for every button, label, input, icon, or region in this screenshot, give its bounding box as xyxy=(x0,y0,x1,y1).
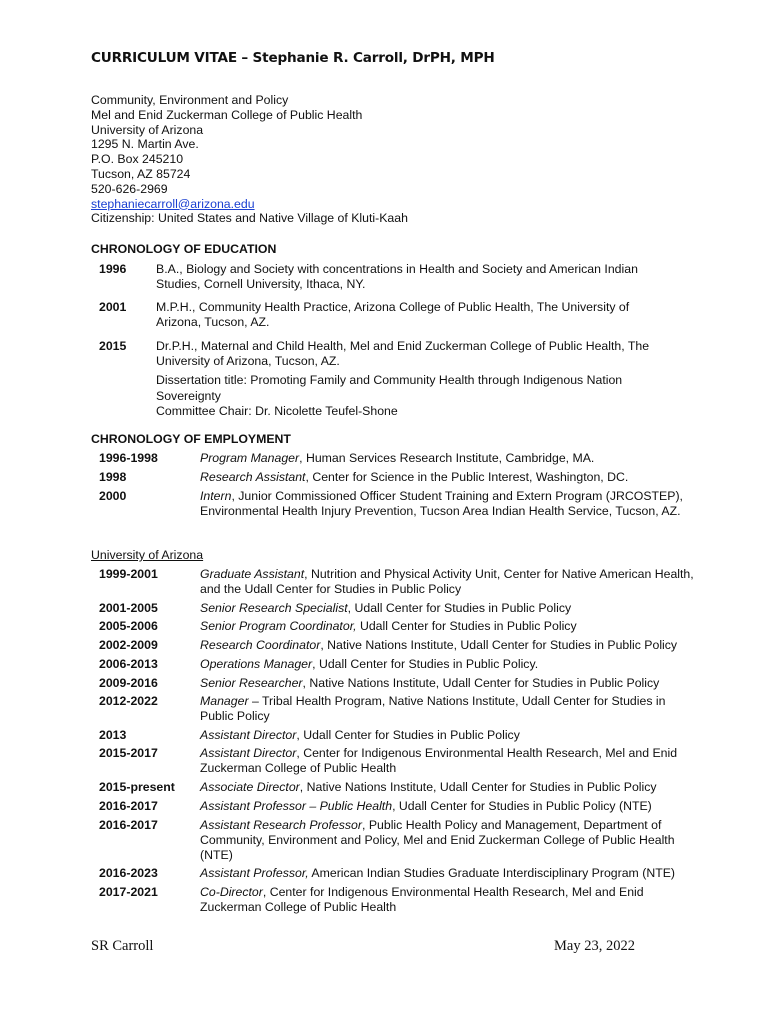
address-line: Tucson, AZ 85724 xyxy=(91,166,191,181)
job-title: Senior Program Coordinator, xyxy=(200,619,357,633)
education-text: B.A., Biology and Society with concentrations in Health and Society and American Indian Studies, Cornell University, Ithaca, NY. xyxy=(156,262,638,292)
job-title: Co-Director xyxy=(200,885,263,899)
job-detail: , Public Health Policy and Management, Department of Community, Environment and Policy, Mel and Enid Zuckerman College of Public Health (NTE) xyxy=(200,818,675,863)
job-title: Assistant Research Professor xyxy=(200,818,362,832)
job-detail: , Udall Center for Studies in Public Policy. xyxy=(312,657,539,671)
job-title: Manager xyxy=(200,694,249,708)
education-text: M.P.H., Community Health Practice, Arizona College of Public Health, The University of Arizona, Tucson, AZ. xyxy=(156,300,630,330)
job-title: Assistant Professor – Public Health xyxy=(200,799,393,813)
employment-years: 2000 xyxy=(99,489,127,503)
job-title: Senior Researcher xyxy=(200,676,303,690)
job-title: Program Manager xyxy=(200,451,300,465)
employment-years: 2001-2005 xyxy=(99,601,158,615)
job-detail: , Junior Commissioned Officer Student Training and Extern Program (JRCOSTEP), Environmental Health Injury Prevention, Tucson Area Indian Health Service, Tucson, AZ. xyxy=(200,489,683,519)
education-year: 1996 xyxy=(99,262,127,276)
job-title: Senior Research Specialist xyxy=(200,601,348,615)
job-detail: , Native Nations Institute, Udall Center for Studies in Public Policy xyxy=(320,638,678,652)
employment-years: 2015-present xyxy=(99,780,175,794)
footer-author: SR Carroll xyxy=(91,938,154,954)
citizenship: Citizenship: United States and Native Village of Kluti-Kaah xyxy=(91,211,408,226)
job-title: Research Coordinator xyxy=(200,638,321,652)
job-detail: , Udall Center for Studies in Public Policy xyxy=(296,728,520,742)
job-detail: , Nutrition and Physical Activity Unit, Center for Native American Health, and the Udall Center for Studies in Public Policy xyxy=(200,567,694,597)
job-detail: American Indian Studies Graduate Interdisciplinary Program (NTE) xyxy=(308,866,676,880)
job-detail: , Native Nations Institute, Udall Center for Studies in Public Policy xyxy=(302,676,660,690)
employment-years: 2009-2016 xyxy=(99,676,158,690)
employment-years: 1998 xyxy=(99,470,127,484)
university-subheading: University of Arizona xyxy=(91,548,204,562)
employment-years: 2016-2017 xyxy=(99,818,158,832)
education-heading: CHRONOLOGY OF EDUCATION xyxy=(91,242,277,256)
education-year: 2015 xyxy=(99,339,127,353)
job-detail: – Tribal Health Program, Native Nations Institute, Udall Center for Studies in Public Policy xyxy=(200,694,666,724)
employment-years: 2006-2013 xyxy=(99,657,158,671)
job-detail: , Native Nations Institute, Udall Center for Studies in Public Policy xyxy=(299,780,657,794)
phone-number: 520-626-2969 xyxy=(91,181,168,196)
employment-years: 2013 xyxy=(99,728,127,742)
employment-years: 2016-2023 xyxy=(99,866,158,880)
address-line: Community, Environment and Policy xyxy=(91,93,289,107)
employment-years: 1999-2001 xyxy=(99,567,158,581)
email-link[interactable]: stephaniecarroll@arizona.edu xyxy=(91,196,255,211)
education-text: Dr.P.H., Maternal and Child Health, Mel and Enid Zuckerman College of Public Health, The University of Arizona, Tucson, AZ. xyxy=(156,339,650,369)
job-detail: , Human Services Research Institute, Cambridge, MA. xyxy=(299,451,595,465)
address-line: P.O. Box 245210 xyxy=(91,152,184,167)
job-title: Graduate Assistant xyxy=(200,567,305,581)
page-title: CURRICULUM VITAE – Stephanie R. Carroll, DrPH, MPH xyxy=(91,50,495,66)
address-line: 1295 N. Martin Ave. xyxy=(91,137,199,152)
employment-years: 2016-2017 xyxy=(99,799,158,813)
job-title: Assistant Director xyxy=(200,728,297,742)
job-title: Assistant Director xyxy=(200,746,297,760)
job-title: Operations Manager xyxy=(200,657,313,671)
job-detail: , Center for Indigenous Environmental Health Research, Mel and Enid Zuckerman College of Public Health xyxy=(200,885,644,915)
job-title: Research Assistant xyxy=(200,470,306,484)
employment-years: 1996-1998 xyxy=(99,451,158,465)
job-title: Associate Director xyxy=(200,780,300,794)
job-detail: Udall Center for Studies in Public Policy xyxy=(356,619,577,633)
employment-years: 2017-2021 xyxy=(99,885,158,899)
employment-years: 2015-2017 xyxy=(99,746,158,760)
footer-date: May 23, 2022 xyxy=(554,938,635,954)
job-title: Assistant Professor, xyxy=(200,866,309,880)
job-detail: , Udall Center for Studies in Public Policy xyxy=(347,601,572,615)
employment-years: 2002-2009 xyxy=(99,638,158,652)
dissertation-title: Dissertation title: Promoting Family and Community Health through Indigenous Nation Sovereignty xyxy=(156,373,623,403)
address-line: University of Arizona xyxy=(91,122,204,137)
employment-years: 2012-2022 xyxy=(99,694,158,708)
contact-block xyxy=(91,93,408,226)
education-year: 2001 xyxy=(99,300,127,314)
job-detail: , Center for Indigenous Environmental Health Research, Mel and Enid Zuckerman College of Public Health xyxy=(200,746,678,776)
employment-heading: CHRONOLOGY OF EMPLOYMENT xyxy=(91,432,291,446)
job-title: Intern xyxy=(200,489,232,503)
job-detail: , Udall Center for Studies in Public Policy (NTE) xyxy=(392,799,652,813)
address-line: Mel and Enid Zuckerman College of Public Health xyxy=(91,107,363,122)
employment-years: 2005-2006 xyxy=(99,619,158,633)
job-detail: , Center for Science in the Public Interest, Washington, DC. xyxy=(305,470,629,484)
committee-chair: Committee Chair: Dr. Nicolette Teufel-Shone xyxy=(156,403,398,418)
